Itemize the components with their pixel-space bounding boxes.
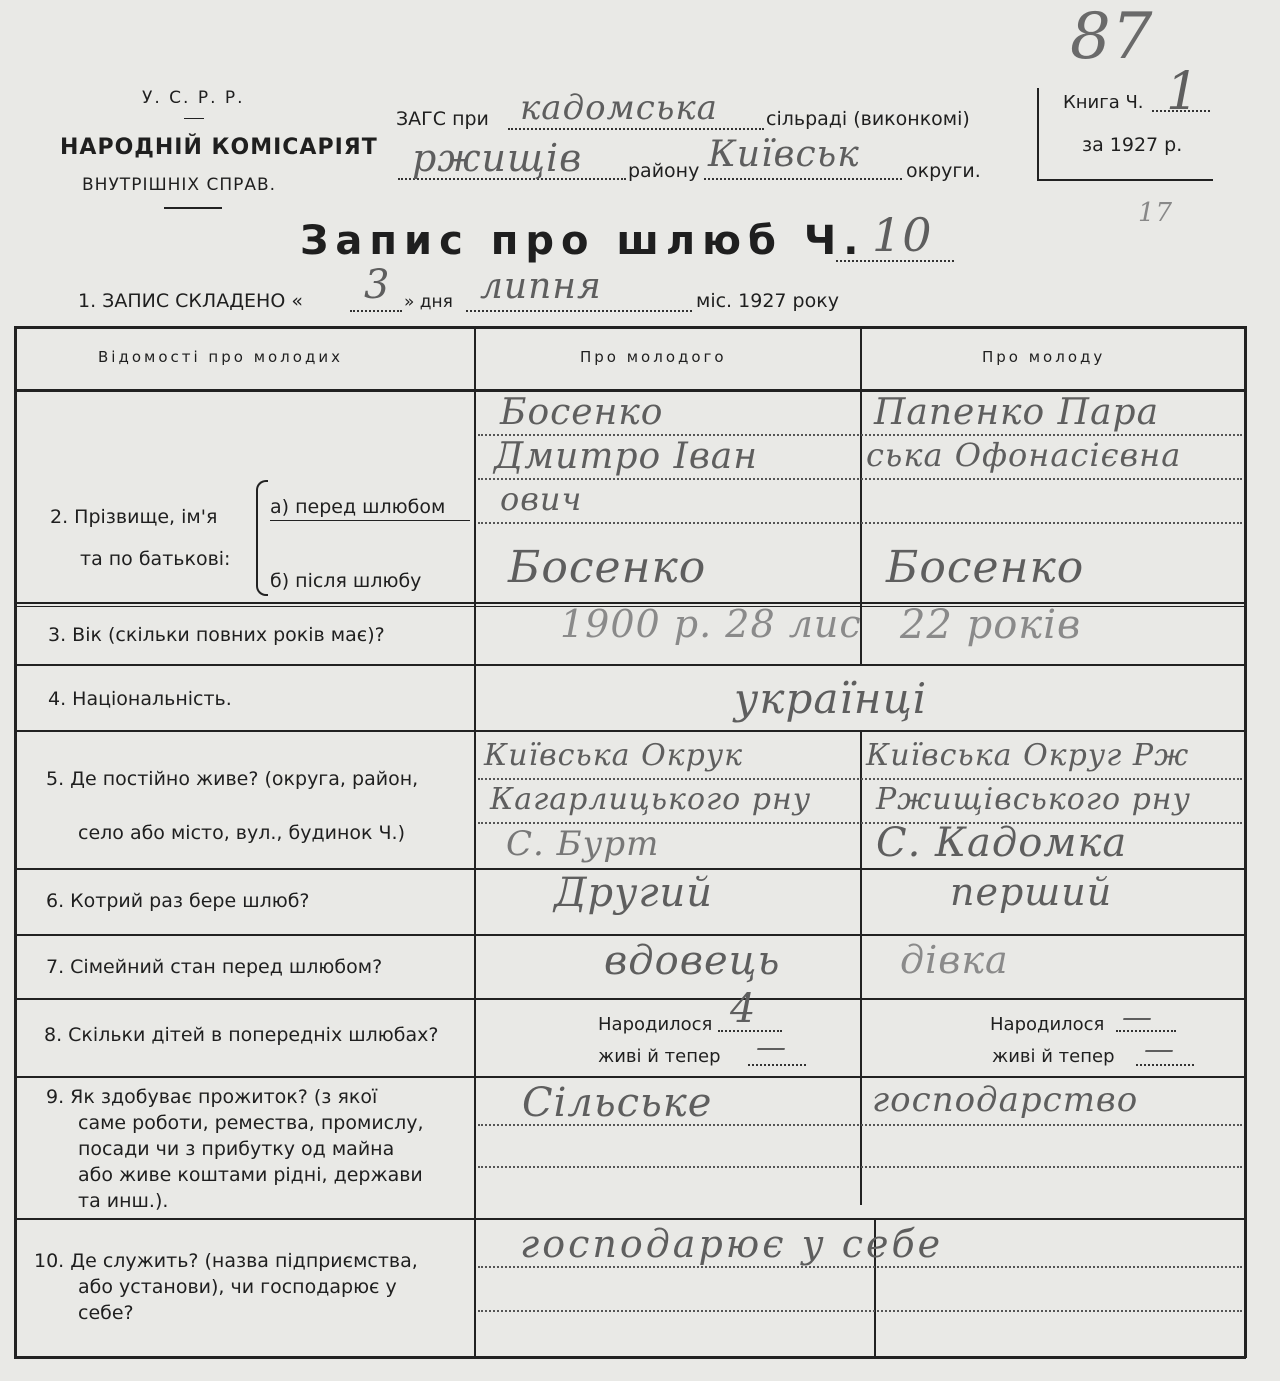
record-suffix: міс. 1927 року — [696, 290, 839, 312]
groom-residence-1: Київська Окрук — [484, 738, 744, 773]
okrug-label: округи. — [906, 160, 981, 182]
groom-occupation: Сільське — [522, 1080, 713, 1126]
groom-before-3: ович — [500, 480, 583, 518]
bride-before-2: ська Офонасієвна — [866, 436, 1182, 474]
book-box-left — [1037, 88, 1039, 180]
nationality-value: українці — [734, 674, 928, 723]
bride-born-label: Народилося — [990, 1014, 1105, 1035]
groom-marriage-count: Другий — [554, 870, 714, 916]
occupation-label-5: та инш.). — [78, 1190, 169, 1212]
residence-label-2: село або місто, вул., будинок Ч.) — [78, 822, 405, 844]
residence-label-1: 5. Де постійно живе? (округа, район, — [46, 768, 419, 790]
marital-status-label: 7. Сімейний стан перед шлюбом? — [46, 956, 383, 978]
name-after-label: б) після шлюбу — [270, 570, 422, 592]
workplace-label-1: 10. Де служить? (назва підприємства, — [34, 1250, 418, 1272]
rule-after-occupation — [14, 1218, 1246, 1220]
rule-after-age — [14, 664, 1246, 666]
district-label: району — [628, 160, 700, 182]
bride-age: 22 років — [900, 602, 1082, 648]
name-dotline-2 — [478, 478, 1242, 480]
groom-after: Босенко — [508, 542, 707, 593]
bride-occupation: господарство — [872, 1080, 1139, 1120]
bride-residence-2: Ржищівського рну — [876, 782, 1191, 817]
bride-marital-status: дівка — [900, 938, 1009, 982]
header-info: Відомості про молодих — [98, 348, 343, 366]
page-title: Запис про шлюб Ч. — [300, 218, 866, 264]
table-left — [14, 326, 17, 1358]
children-label: 8. Скільки дітей в попередніх шлюбах? — [44, 1024, 439, 1046]
occupation-label-2: саме роботи, ремества, промислу, — [78, 1112, 424, 1134]
record-month-handwriting: липня — [480, 266, 602, 307]
rule-after-children — [14, 1076, 1246, 1078]
header-groom: Про молодого — [580, 348, 727, 366]
name-before-underline — [270, 520, 470, 521]
bride-born-value: — — [1122, 1000, 1153, 1035]
bride-before-1: Папенко Пара — [874, 392, 1160, 433]
rule-after-count — [14, 934, 1246, 936]
okrug-line — [704, 178, 902, 180]
bride-alive-label: живі й тепер — [992, 1046, 1115, 1067]
title-number-handwriting: 10 — [872, 208, 933, 262]
groom-alive-label: живі й тепер — [598, 1046, 721, 1067]
book-number-handwriting: 1 — [1166, 62, 1201, 122]
table-bottom — [14, 1356, 1246, 1359]
record-day-handwriting: 3 — [364, 262, 391, 308]
residence-dotline-1 — [478, 778, 1242, 780]
bride-marriage-count: перший — [950, 870, 1113, 914]
bride-alive-value: — — [1144, 1032, 1175, 1067]
rule-after-nation — [14, 730, 1246, 732]
name-before-label: а) перед шлюбом — [270, 496, 446, 518]
workplace-dotline-2 — [478, 1310, 1242, 1312]
table-right — [1244, 326, 1247, 1358]
groom-alive-value: — — [756, 1030, 787, 1065]
age-label: 3. Вік (скільки повних років має)? — [48, 624, 385, 646]
commissariat-label: НАРОДНІЙ КОМІСАРІЯТ — [60, 135, 378, 160]
department-label: ВНУТРІШНІХ СПРАВ. — [82, 175, 277, 195]
ussr-label: У. С. Р. Р. — [142, 88, 245, 108]
workplace-label-3: себе? — [78, 1302, 134, 1324]
header-dash — [184, 118, 204, 119]
record-mid: » дня — [404, 292, 453, 312]
record-prefix: 1. ЗАПИС СКЛАДЕНО « — [78, 290, 303, 312]
groom-before-1: Босенко — [500, 392, 664, 433]
occupation-label-1: 9. Як здобуває прожиток? (з якої — [46, 1086, 378, 1108]
groom-age: 1900 р. 28 лис — [560, 602, 862, 646]
col-sep-1 — [474, 326, 476, 1356]
occupation-label-4: або живе коштами рідні, держави — [78, 1164, 423, 1186]
bride-residence-3: С. Кадомка — [876, 820, 1128, 866]
name-brace — [256, 480, 268, 596]
zags-suffix: сільраді (виконкомі) — [766, 108, 970, 130]
folio-handwriting: 87 — [1070, 0, 1154, 74]
groom-born-value: 4 — [730, 986, 757, 1032]
marriage-count-label: 6. Котрий раз бере шлюб? — [46, 890, 310, 912]
district-handwriting: ржищів — [412, 136, 583, 180]
occupation-dotline-2 — [478, 1166, 1242, 1168]
table-top — [14, 326, 1246, 329]
header-divider — [164, 207, 222, 209]
book-year: за 1927 р. — [1082, 134, 1183, 156]
header-bride: Про молоду — [982, 348, 1106, 366]
nationality-label: 4. Національність. — [48, 688, 232, 710]
occupation-label-3: посади чи з прибутку од майна — [78, 1138, 395, 1160]
zags-village-line — [508, 128, 764, 130]
workplace-value: господарює у себе — [520, 1222, 944, 1266]
book-box-bottom — [1037, 179, 1213, 181]
col-sep-2b — [860, 730, 862, 1205]
groom-before-2: Дмитро Іван — [494, 436, 758, 477]
workplace-label-2: або установи), чи господарює у — [78, 1276, 397, 1298]
zags-village-handwriting: кадомська — [520, 88, 718, 128]
name-label-1: 2. Прізвище, ім'я — [50, 506, 218, 528]
side-note-handwriting: 17 — [1138, 198, 1174, 228]
groom-born-label: Народилося — [598, 1014, 713, 1035]
bride-after: Босенко — [886, 542, 1085, 593]
record-day-line — [350, 310, 402, 312]
name-dotline-3 — [478, 522, 1242, 524]
book-label: Книга Ч. — [1063, 92, 1144, 113]
groom-marital-status: вдовець — [604, 938, 781, 984]
rule-after-status — [14, 998, 1246, 1000]
okrug-handwriting: Київськ — [708, 134, 860, 175]
workplace-dotline-1 — [478, 1266, 1242, 1268]
zags-prefix: ЗАГС при — [396, 108, 489, 130]
groom-residence-2: Кагарлицького рну — [490, 782, 812, 817]
groom-residence-3: С. Бурт — [506, 824, 660, 864]
name-label-2: та по батькові: — [80, 548, 231, 570]
bride-residence-1: Київська Округ Рж — [866, 738, 1190, 773]
record-month-line — [466, 310, 692, 312]
